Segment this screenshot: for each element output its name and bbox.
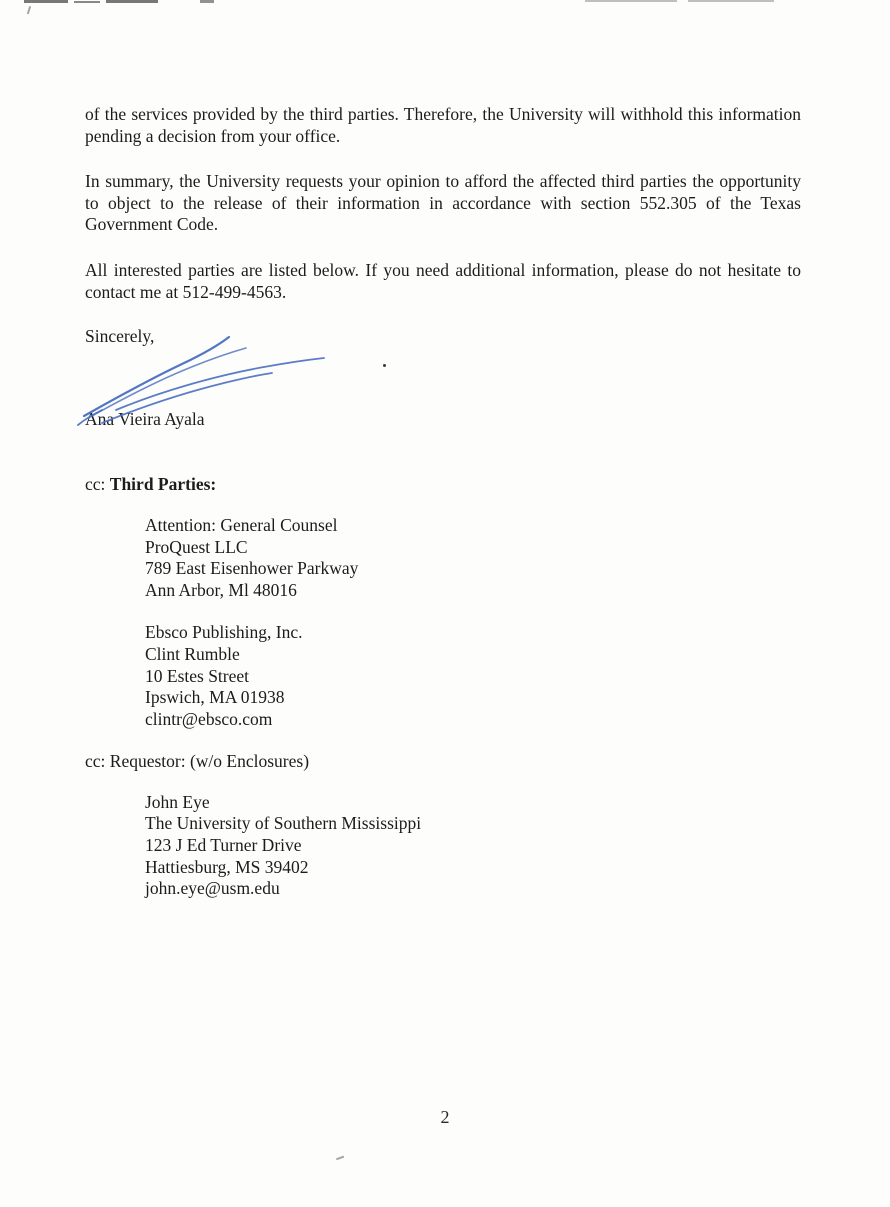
address-line: ProQuest LLC (145, 536, 248, 557)
address-line: Hattiesburg, MS 39402 (145, 856, 309, 877)
address-block-requestor (145, 792, 801, 900)
address-line: 10 Estes Street (145, 665, 250, 686)
scan-speck (383, 364, 386, 367)
scan-artifact (74, 1, 100, 3)
address-block-ebsco (145, 622, 801, 730)
cc-requestor-line: cc: Requestor: (w/o Enclosures) (85, 751, 310, 772)
closing-salutation: Sincerely, (85, 326, 155, 347)
address-line: Ebsco Publishing, Inc. (145, 622, 303, 643)
address-line-email: john.eye@usm.edu (145, 878, 280, 899)
cc-third-parties-label: Third Parties: (109, 474, 217, 495)
cc-prefix: cc: (85, 474, 110, 495)
address-line-email: clintr@ebsco.com (145, 708, 273, 729)
scan-artifact (27, 6, 31, 14)
scan-artifact (200, 0, 214, 3)
letter-body (85, 104, 801, 900)
signer-name: Ana Vieira Ayala (85, 408, 205, 429)
scan-artifact (106, 0, 158, 3)
scan-artifact (585, 0, 677, 2)
address-line: Ipswich, MA 01938 (145, 687, 285, 708)
address-block-proquest (145, 515, 801, 601)
scan-artifact (688, 0, 774, 2)
page-number: 2 (440, 1107, 450, 1127)
scan-artifact (336, 1156, 344, 1160)
cc-third-parties-line (85, 474, 801, 496)
address-line: The University of Southern Mississippi (145, 813, 422, 834)
paragraph-contact: All interested parties are listed below. If you need additional information, please do not hesitate to contact me at 512-499-4563. (85, 259, 801, 302)
address-line: 123 J Ed Turner Drive (145, 835, 302, 856)
paragraph-withhold: of the services provided by the third parties. Therefore, the University will withhold this information pending a decision from your office. (85, 104, 801, 146)
address-line: 789 East Eisenhower Parkway (145, 558, 359, 579)
address-line: Clint Rumble (145, 643, 240, 664)
scan-artifact (24, 0, 68, 3)
address-line: John Eye (145, 791, 210, 812)
address-line: Ann Arbor, Ml 48016 (145, 579, 297, 600)
paragraph-summary: In summary, the University requests your opinion to afford the affected third parties the opportunity to object to the release of their information in accordance with section 552.305 of the Texas Government Code. (85, 171, 801, 235)
address-line: Attention: General Counsel (145, 514, 338, 535)
